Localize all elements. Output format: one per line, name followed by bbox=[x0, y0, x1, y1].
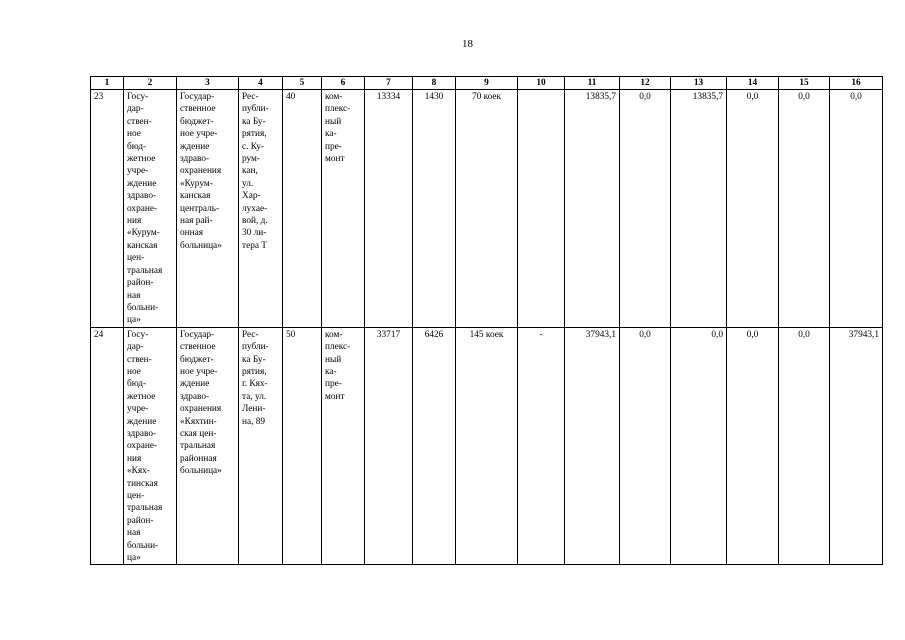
value-cell-12: 0,0 bbox=[620, 327, 671, 565]
value-cell-13: 0,0 bbox=[671, 327, 727, 565]
header-cell: 13 bbox=[671, 77, 727, 90]
institution-full-name-cell: Государ- ственное бюджет- ное учре- ждение здраво- охранения «Курум- канская централь- ная рай- онная больница» bbox=[177, 90, 239, 328]
header-cell: 2 bbox=[124, 77, 177, 90]
capacity-cell: 145 коек bbox=[456, 327, 518, 565]
value-cell-11: 13835,7 bbox=[565, 90, 620, 328]
header-cell: 7 bbox=[365, 77, 413, 90]
header-row bbox=[91, 77, 883, 90]
row-number-cell: 23 bbox=[91, 90, 124, 328]
data-table bbox=[90, 76, 883, 565]
header-cell: 6 bbox=[322, 77, 365, 90]
value-cell-16: 37943,1 bbox=[830, 327, 883, 565]
value-cell-5: 40 bbox=[283, 90, 322, 328]
value-cell-5: 50 bbox=[283, 327, 322, 565]
header-cell: 1 bbox=[91, 77, 124, 90]
page-number: 18 bbox=[462, 38, 473, 50]
header-cell: 12 bbox=[620, 77, 671, 90]
value-cell-10 bbox=[518, 90, 565, 328]
table-row bbox=[91, 90, 883, 328]
header-cell: 15 bbox=[779, 77, 830, 90]
value-cell-13: 13835,7 bbox=[671, 90, 727, 328]
header-cell: 5 bbox=[283, 77, 322, 90]
value-cell-7: 13334 bbox=[365, 90, 413, 328]
value-cell-8: 1430 bbox=[413, 90, 456, 328]
header-cell: 10 bbox=[518, 77, 565, 90]
header-cell: 16 bbox=[830, 77, 883, 90]
value-cell-15: 0,0 bbox=[779, 327, 830, 565]
value-cell-14: 0,0 bbox=[727, 90, 779, 328]
header-cell: 3 bbox=[177, 77, 239, 90]
header-cell: 9 bbox=[456, 77, 518, 90]
value-cell-14: 0,0 bbox=[727, 327, 779, 565]
institution-name-cell: Госу- дар- ствен- ное бюд- жетное учре- ждение здраво- охране- ния «Курум- канская цен- тральная район- ная больни- ца» bbox=[124, 90, 177, 328]
header-cell: 14 bbox=[727, 77, 779, 90]
work-type-cell: ком- плекс- ный ка- пре- монт bbox=[322, 327, 365, 565]
row-number-cell: 24 bbox=[91, 327, 124, 565]
value-cell-15: 0,0 bbox=[779, 90, 830, 328]
header-cell: 11 bbox=[565, 77, 620, 90]
value-cell-11: 37943,1 bbox=[565, 327, 620, 565]
address-cell: Рес- публи- ка Бу- рятия, г. Кях- та, ул. Лени- на, 89 bbox=[239, 327, 283, 565]
header-cell: 8 bbox=[413, 77, 456, 90]
header-cell: 4 bbox=[239, 77, 283, 90]
address-cell: Рес- публи- ка Бу- рятия, с. Ку- рум- кан, ул. Хар- лухае- вой, д. 30 ли- тера Т bbox=[239, 90, 283, 328]
institution-name-cell: Госу- дар- ствен- ное бюд- жетное учре- ждение здраво- охране- ния «Кях- тинская цен- тральная район- ная больни- ца» bbox=[124, 327, 177, 565]
value-cell-16: 0,0 bbox=[830, 90, 883, 328]
institution-full-name-cell: Государ- ственное бюджет- ное учре- ждение здраво- охранения «Кяхтин- ская цен- тральная районная больница» bbox=[177, 327, 239, 565]
value-cell-8: 6426 bbox=[413, 327, 456, 565]
value-cell-7: 33717 bbox=[365, 327, 413, 565]
table-row bbox=[91, 327, 883, 565]
value-cell-10: - bbox=[518, 327, 565, 565]
work-type-cell: ком- плекс- ный ка- пре- монт bbox=[322, 90, 365, 328]
value-cell-12: 0,0 bbox=[620, 90, 671, 328]
capacity-cell: 70 коек bbox=[456, 90, 518, 328]
